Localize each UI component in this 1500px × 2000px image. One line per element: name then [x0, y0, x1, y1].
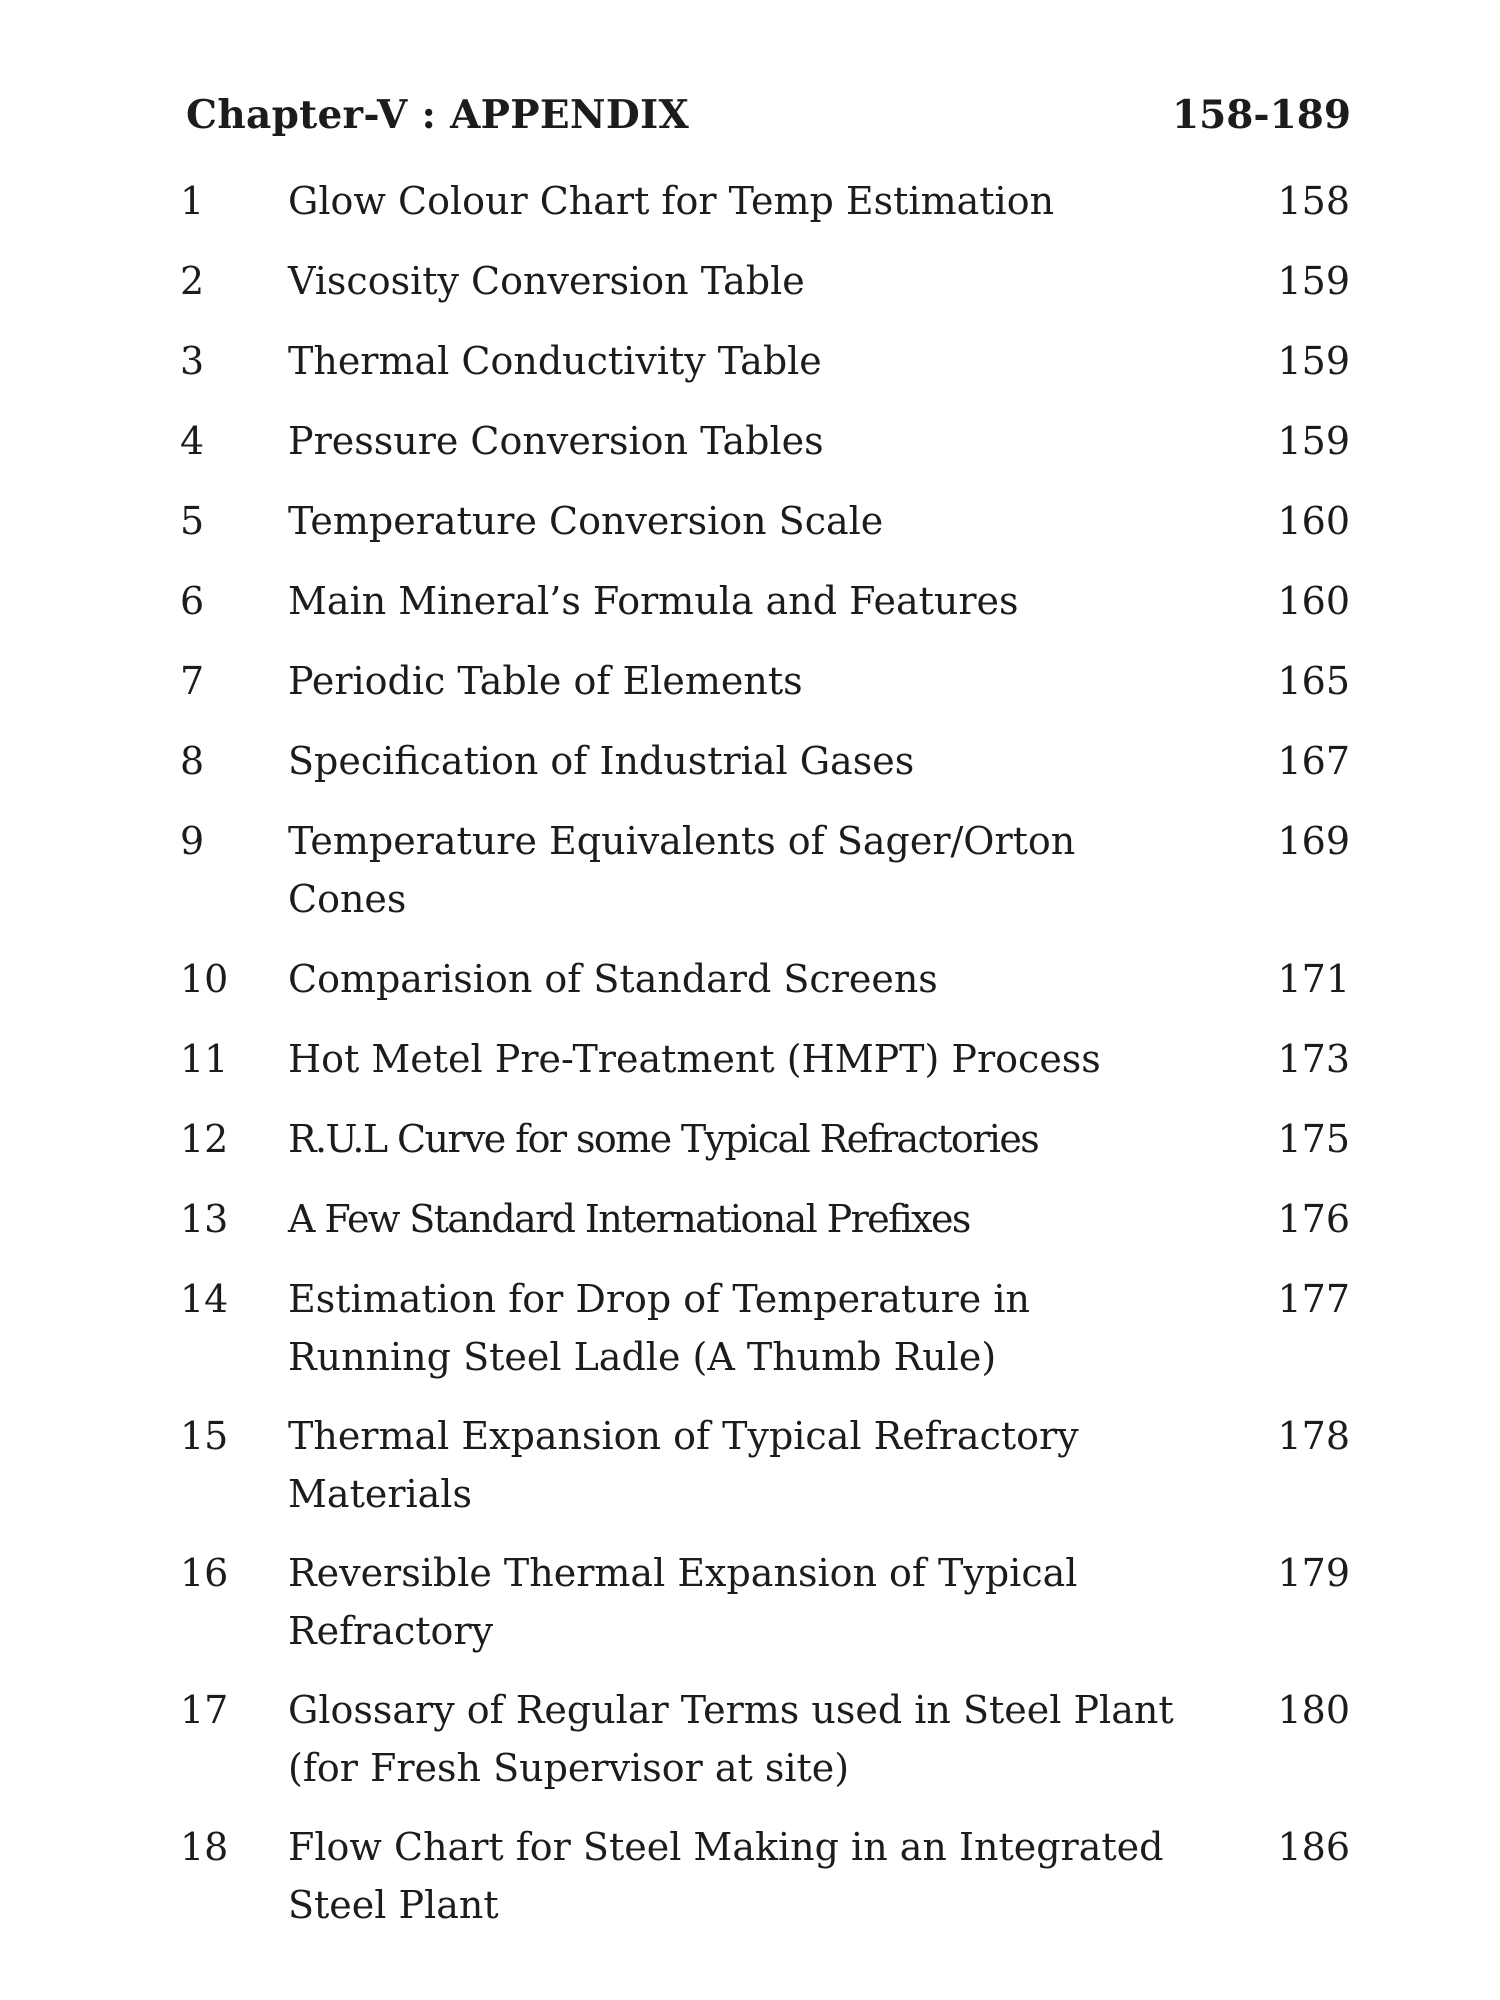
entry-title-line: Temperature Equivalents of Sager/Orton — [288, 819, 1076, 863]
entry-number: 9 — [180, 819, 205, 863]
entry-page: 180 — [1277, 1688, 1350, 1732]
entry-title-line: Main Mineral’s Formula and Features — [288, 579, 1019, 623]
entry-number: 2 — [180, 259, 205, 303]
entry-page: 177 — [1277, 1277, 1350, 1321]
chapter-title: Chapter-V : APPENDIX — [186, 92, 690, 138]
entry-page: 158 — [1277, 179, 1350, 223]
chapter-page-range: 158-189 — [1171, 92, 1351, 138]
entry-title — [288, 252, 1188, 310]
entry-title-line: Specification of Industrial Gases — [288, 739, 915, 783]
entry-title-line: Viscosity Conversion Table — [288, 259, 805, 303]
entry-title — [288, 572, 1188, 630]
entry-number: 7 — [180, 659, 205, 703]
entry-number: 12 — [180, 1117, 229, 1161]
entry-title — [288, 950, 1188, 1008]
entry-title — [288, 1681, 1188, 1797]
entry-title-line: Thermal Conductivity Table — [288, 339, 822, 383]
entry-title-line: (for Fresh Supervisor at site) — [288, 1746, 850, 1790]
entry-title — [288, 812, 1188, 928]
entry-title — [288, 492, 1188, 550]
entry-page: 171 — [1277, 957, 1350, 1001]
entry-page: 160 — [1277, 499, 1350, 543]
entry-number: 5 — [180, 499, 205, 543]
entry-number: 4 — [180, 419, 205, 463]
entry-number: 1 — [180, 179, 205, 223]
entry-title-line: Comparision of Standard Screens — [288, 957, 938, 1001]
entry-number: 14 — [180, 1277, 229, 1321]
entry-number: 18 — [180, 1825, 229, 1869]
entry-title — [288, 732, 1188, 790]
entry-title — [288, 172, 1188, 230]
entry-page: 165 — [1277, 659, 1350, 703]
entry-title-line: Flow Chart for Steel Making in an Integrated — [288, 1825, 1164, 1869]
entry-page: 186 — [1277, 1825, 1350, 1869]
entry-title — [288, 1270, 1188, 1386]
entry-title-line: Estimation for Drop of Temperature in — [288, 1277, 1030, 1321]
entry-page: 176 — [1277, 1197, 1350, 1241]
entry-title-line: Hot Metel Pre-Treatment (HMPT) Process — [288, 1037, 1101, 1081]
entry-title-line: Materials — [288, 1472, 472, 1516]
entry-number: 6 — [180, 579, 205, 623]
entry-title-line: Glossary of Regular Terms used in Steel Plant — [288, 1688, 1174, 1732]
entry-title — [288, 1030, 1188, 1088]
entry-title — [288, 1818, 1188, 1934]
entry-number: 11 — [180, 1037, 229, 1081]
entry-number: 3 — [180, 339, 205, 383]
entry-title — [288, 1544, 1188, 1660]
entry-page: 159 — [1277, 339, 1350, 383]
entry-title-line: Running Steel Ladle (A Thumb Rule) — [288, 1335, 997, 1379]
entry-title — [288, 1110, 1188, 1168]
entry-title — [288, 412, 1188, 470]
entry-page: 179 — [1277, 1551, 1350, 1595]
entry-page: 167 — [1277, 739, 1350, 783]
entry-number: 16 — [180, 1551, 229, 1595]
entry-title-line: Periodic Table of Elements — [288, 659, 803, 703]
entry-page: 159 — [1277, 419, 1350, 463]
entry-page: 169 — [1277, 819, 1350, 863]
entry-number: 8 — [180, 739, 205, 783]
entry-title-line: Refractory — [288, 1609, 494, 1653]
entry-page: 160 — [1277, 579, 1350, 623]
entry-title-line: Cones — [288, 877, 407, 921]
entry-title-line: Temperature Conversion Scale — [288, 499, 884, 543]
entry-title-line: Steel Plant — [288, 1883, 499, 1927]
entry-title — [288, 332, 1188, 390]
entry-number: 17 — [180, 1688, 229, 1732]
entry-page: 159 — [1277, 259, 1350, 303]
entry-number: 10 — [180, 957, 229, 1001]
entry-title — [288, 652, 1188, 710]
entry-title-line: Glow Colour Chart for Temp Estimation — [288, 179, 1055, 223]
entry-title-line: R.U.L Curve for some Typical Refractories — [288, 1117, 1039, 1161]
entry-page: 178 — [1277, 1414, 1350, 1458]
entry-number: 15 — [180, 1414, 229, 1458]
entry-page: 175 — [1277, 1117, 1350, 1161]
entry-title — [288, 1407, 1188, 1523]
entry-page: 173 — [1277, 1037, 1350, 1081]
entry-title — [288, 1190, 1188, 1248]
entry-title-line: Thermal Expansion of Typical Refractory — [288, 1414, 1079, 1458]
entry-title-line: A Few Standard International Prefixes — [288, 1197, 970, 1241]
entry-title-line: Pressure Conversion Tables — [288, 419, 824, 463]
entry-title-line: Reversible Thermal Expansion of Typical — [288, 1551, 1078, 1595]
entry-number: 13 — [180, 1197, 229, 1241]
chapter-header — [186, 92, 1351, 152]
